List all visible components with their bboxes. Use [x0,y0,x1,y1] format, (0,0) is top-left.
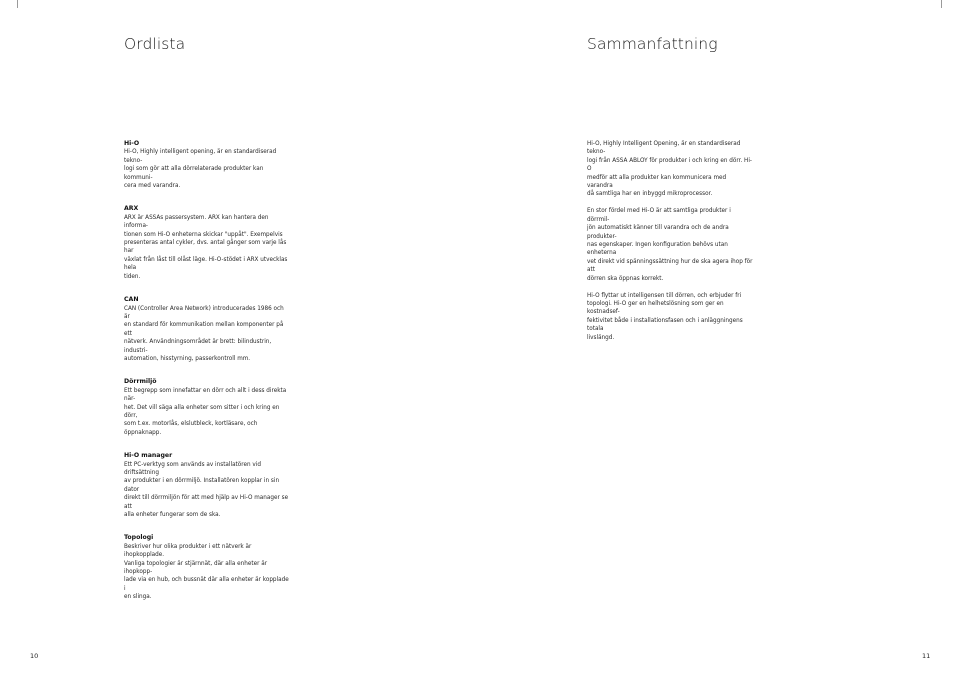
crop-mark-left [17,0,18,8]
glossary-term: Hi-O [124,140,140,147]
right-page-title: Sammanfattning [587,35,718,53]
glossary-definition: Beskriver hur olika produkter i ett nätverk är ihopkopplade. Vanliga topologier är stjärnnät, där alla enheter är ihopkopp- lade via en hub, och bussnät där alla enheter är kopplade i en slinga. [124,543,289,601]
glossary-entry-can [124,296,290,363]
crop-mark-right [941,0,942,8]
summary-paragraph: En stor fördel med Hi-O är att samtliga produkter i dörrmil- jön automatiskt känner till varandra och de andra produkter- nas egenskaper. Ingen konfiguration behövs utan enheterna vet direkt vid spänningssättning hur de ska agera ihop för att dörren ska öppnas korrekt. [587,208,753,282]
glossary-term: Dörrmiljö [124,378,157,386]
glossary-term: Hi-O manager [124,452,173,460]
summary-text [587,140,753,350]
glossary-entry-dorrmiljo [124,378,290,437]
glossary-list [124,140,290,617]
glossary-entry-topologi [124,534,290,601]
glossary-entry-hi-o [124,140,290,190]
right-page-number: 11 [922,652,931,660]
glossary-definition: Ett PC-verktyg som används av installatören vid driftsättning av produkter i en dörrmiljö. Installatören kopplar in sin dator direkt till dörrmiljön för att med hjälp av Hi-O manager se att alla enheter fungerar som de ska. [124,461,289,519]
left-page-number: 10 [30,652,39,660]
glossary-term: Topologi [124,534,154,542]
glossary-term: CAN [124,296,139,304]
summary-paragraph: Hi-O, Highly Intelligent Opening, är en standardiserad tekno- logi från ASSA ABLOY för produkter i och kring en dörr. Hi-O medför att alla produkter kan kommunicera med varandra då samtliga har en inbyggd mikroprocessor. [587,141,752,198]
glossary-definition: CAN (Controller Area Network) introducerades 1986 och är en standard för kommunikation mellan komponenter på ett nätverk. Användningsområdet är brett: bilindustrin, industri- automation, hisstyrning, passerkontroll mm. [124,305,284,362]
summary-paragraph: Hi-O flyttar ut intelligensen till dörren, och erbjuder fri topologi. Hi-O ger en helhetslösning som ger en kostnadsef- fektivitet både i installationsfasen och i anläggningens totala livslängd. [587,292,743,341]
glossary-term: ARX [124,205,139,213]
glossary-definition: ARX är ASSAs passersystem. ARX kan hantera den informa- tionen som Hi-O enheterna skickar "uppåt". Exempelvis presenteras antal cykler, dvs. antal gånger som varje lås har växlat från låst till olåst läge. Hi-O-stödet i ARX utvecklas hela tiden. [124,214,288,280]
glossary-definition: Hi-O, Highly intelligent opening, är en standardiserad tekno- logi som gör att alla dörrelaterade produkter kan kommuni- cera med varandra. [124,149,277,190]
glossary-entry-hi-o-manager [124,452,290,519]
left-page-title: Ordlista [124,35,186,53]
glossary-entry-arx [124,205,290,281]
glossary-definition: Ett begrepp som innefattar en dörr och allt i dess direkta när- het. Det vill säga alla enheter som sitter i och kring en dörr, som t.ex. motorlås, elslutbleck, kortläsare, och öppnaknapp. [124,387,287,436]
